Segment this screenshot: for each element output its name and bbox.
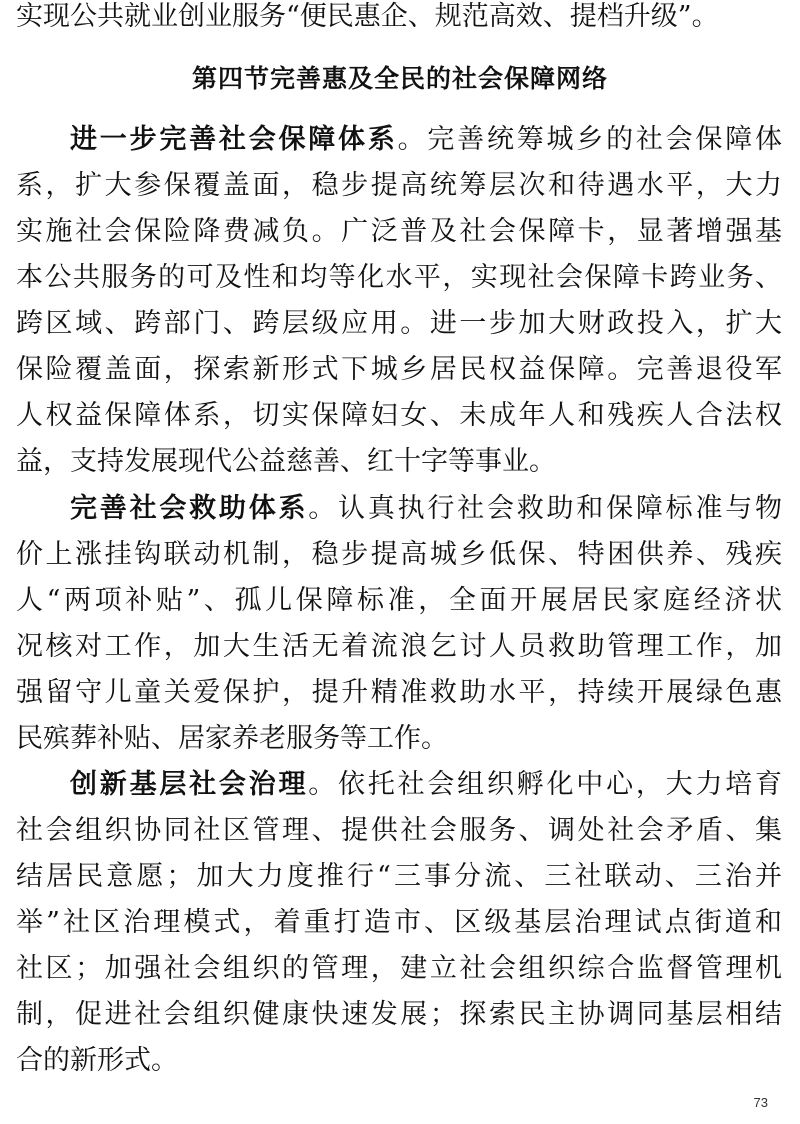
paragraph-2-line-4: 况核对工作，加大生活无着流浪乞讨人员救助管理工作，加 [16,631,782,662]
paragraph-3-line-1 [70,762,782,808]
paragraph-3-line-6: 制，促进社会组织健康快速发展；探索民主协调同基层相结 [16,999,782,1030]
paragraph-3-line-5: 社区；加强社会组织的管理，建立社会组织综合监督管理机 [16,953,782,984]
paragraph-1-lead: 进一步完善社会保障体系 [70,124,398,155]
paragraph-2-line-2: 价上涨挂钩联动机制，稳步提高城乡低保、特困供养、残疾 [16,539,782,570]
paragraph-2-text: 。认真执行社会救助和保障标准与物 [308,493,782,524]
paragraph-2-line-3: 人“两项补贴”、孤儿保障标准，全面开展居民家庭经济状 [16,585,782,616]
paragraph-3-lead: 创新基层社会治理 [70,769,309,800]
paragraph-1-line-3: 实施社会保险降费减负。广泛普及社会保障卡，显著增强基 [16,216,782,247]
paragraph-1-line-8: 益，支持发展现代公益慈善、红十字等事业。 [16,446,556,477]
paragraph-3-line-7: 合的新形式。 [16,1045,178,1076]
paragraph-3-text: 。依托社会组织孵化中心，大力培育 [308,769,782,800]
paragraph-1-line-7: 人权益保障体系，切实保障妇女、未成年人和残疾人合法权 [16,400,782,431]
paragraph-1-text: 。完善统筹城乡的社会保障体 [397,124,782,155]
paragraph-1-line-6: 保险覆盖面，探索新形式下城乡居民权益保障。完善退役军 [16,354,782,385]
paragraph-2-line-5: 强留守儿童关爱保护，提升精准救助水平，持续开展绿色惠 [16,677,782,708]
page-number: 73 [753,1095,768,1110]
paragraph-3-line-3: 结居民意愿；加大力度推行“三事分流、三社联动、三治并 [16,861,782,892]
paragraph-3-line-2: 社会组织协同社区管理、提供社会服务、调处社会矛盾、集 [16,815,782,846]
paragraph-3-line-4: 举”社区治理模式，着重打造市、区级基层治理试点街道和 [16,907,782,938]
paragraph-2-line-6: 民殡葬补贴、居家养老服务等工作。 [16,723,448,754]
section-title: 第四节完善惠及全民的社会保障网络 [191,64,608,93]
paragraph-2-line-1 [70,486,782,532]
paragraph-1-line-4: 本公共服务的可及性和均等化水平，实现社会保障卡跨业务、 [16,262,782,293]
paragraph-1-line-2: 系，扩大参保覆盖面，稳步提高统筹层次和待遇水平，大力 [16,170,782,201]
paragraph-1-line-5: 跨区域、跨部门、跨层级应用。进一步加大财政投入，扩大 [16,308,782,339]
carryover-line: 实现公共就业创业服务“便民惠企、规范高效、提档升级”。 [16,1,719,32]
paragraph-2-lead: 完善社会救助体系 [70,493,309,524]
paragraph-1-line-1 [70,117,782,163]
